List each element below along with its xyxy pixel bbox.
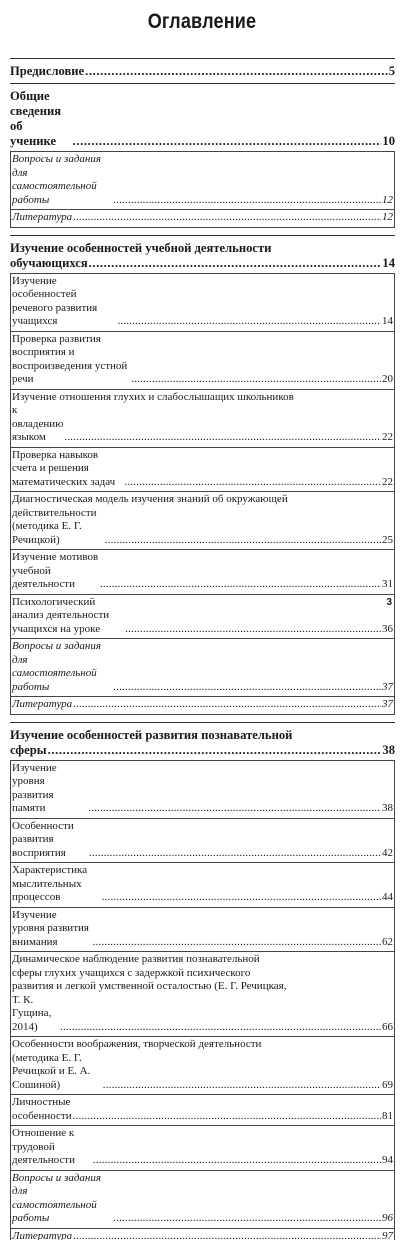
section-heading-text: Общие сведения об ученике	[10, 89, 72, 149]
toc-entry-text: Вопросы и задания для самостоятельной работы	[12, 1172, 112, 1226]
toc-entry-text: действительности (методика Е. Г. Речицкой)	[12, 507, 104, 548]
toc-entry-row	[12, 640, 393, 694]
dot-leader	[93, 936, 381, 950]
toc-entry[interactable]	[11, 448, 394, 493]
dot-leader	[88, 802, 381, 816]
toc-entry-row	[12, 762, 393, 816]
toc-entry-text: Личностные особенности	[12, 1096, 72, 1123]
toc-section-body	[10, 59, 395, 83]
toc-entry-text: к овладению языком	[12, 404, 63, 445]
subsection-list	[10, 760, 395, 1240]
toc-section-body	[10, 84, 395, 235]
toc-entry-row	[12, 404, 393, 445]
section-heading[interactable]	[10, 89, 395, 149]
toc-entry-page-number: 25	[382, 534, 393, 548]
toc-entry-page-number: 37	[382, 681, 393, 695]
toc-entry-text: Литература	[12, 698, 72, 712]
toc-entry-row	[12, 507, 393, 548]
toc-entry[interactable]	[11, 210, 394, 227]
dot-leader	[89, 256, 382, 271]
subsection-list	[10, 273, 395, 715]
section-heading-page-number: 14	[382, 256, 395, 271]
toc-section	[10, 235, 395, 722]
toc-entry-row	[12, 1230, 393, 1240]
section-heading-text: обучающихся	[10, 256, 88, 271]
subsection-list	[10, 151, 395, 228]
toc-entry-page-number: 14	[382, 315, 393, 329]
dot-leader	[105, 534, 381, 548]
page-title: Оглавление	[28, 10, 375, 34]
toc-entry-row	[12, 333, 393, 387]
section-heading[interactable]	[10, 728, 395, 758]
toc-entry-row	[12, 449, 393, 490]
toc-entry-page-number: 66	[382, 1021, 393, 1035]
toc-entry[interactable]	[11, 390, 394, 448]
dot-leader	[73, 134, 382, 149]
toc-entry[interactable]	[11, 1095, 394, 1126]
toc-entry-row	[12, 1052, 393, 1093]
toc-entry-text: Изучение отношения глухих и слабослышащих школьников	[12, 391, 393, 405]
toc-entry-text: Изучение уровня развития внимания	[12, 909, 92, 950]
section-heading-text: Изучение особенностей учебной деятельности	[10, 241, 395, 256]
dot-leader	[117, 315, 381, 329]
toc-entry[interactable]	[11, 1229, 394, 1240]
table-of-contents	[10, 58, 395, 1240]
section-heading-row	[10, 743, 395, 758]
toc-entry-text: Проверка навыков счета и решения математических задач	[12, 449, 123, 490]
section-heading-text: сферы	[10, 743, 47, 758]
toc-entry-page-number: 12	[382, 194, 393, 208]
toc-section	[10, 83, 395, 235]
toc-entry[interactable]	[11, 697, 394, 714]
section-heading[interactable]	[10, 64, 395, 79]
toc-entry-page-number: 12	[382, 211, 393, 225]
toc-entry[interactable]	[11, 595, 394, 640]
toc-entry-text: Т. К. Гущина, 2014)	[12, 994, 59, 1035]
toc-entry[interactable]	[11, 1126, 394, 1171]
toc-entry[interactable]	[11, 639, 394, 697]
toc-entry[interactable]	[11, 550, 394, 595]
dot-leader	[125, 623, 381, 637]
toc-entry-text: сферы глухих учащихся с задержкой психического	[12, 967, 393, 981]
toc-entry-page-number: 31	[382, 578, 393, 592]
toc-entry[interactable]	[11, 761, 394, 819]
section-heading-text: Изучение особенностей развития познавательной	[10, 728, 395, 743]
toc-entry-page-number: 94	[382, 1154, 393, 1168]
toc-entry-text: Вопросы и задания для самостоятельной работы	[12, 153, 112, 207]
toc-entry-text: (методика Е. Г. Речицкой и Е. А. Сошиной)	[12, 1052, 102, 1093]
dot-leader	[85, 64, 388, 79]
dot-leader	[48, 743, 382, 758]
toc-entry-text: Вопросы и задания для самостоятельной работы	[12, 640, 112, 694]
toc-entry-page-number: 20	[382, 373, 393, 387]
toc-entry-page-number: 36	[382, 623, 393, 637]
toc-entry-text: Характеристика мыслительных процессов	[12, 864, 101, 905]
toc-entry-text: Диагностическая модель изучения знаний об окружающей	[12, 493, 393, 507]
toc-entry-row	[12, 864, 393, 905]
section-heading-row	[10, 256, 395, 271]
toc-entry-row	[12, 909, 393, 950]
dot-leader	[100, 578, 381, 592]
section-heading-page-number: 38	[382, 743, 395, 758]
toc-entry-text: Изучение уровня развития памяти	[12, 762, 87, 816]
toc-entry-page-number: 62	[382, 936, 393, 950]
dot-leader	[89, 847, 381, 861]
toc-entry[interactable]	[11, 819, 394, 864]
toc-entry[interactable]	[11, 274, 394, 332]
toc-entry-page-number: 97	[382, 1230, 393, 1240]
section-heading-page-number: 5	[389, 64, 395, 79]
dot-leader	[73, 1110, 381, 1124]
toc-section	[10, 58, 395, 83]
dot-leader	[113, 681, 381, 695]
toc-entry-page-number: 38	[382, 802, 393, 816]
toc-entry-row	[12, 275, 393, 329]
toc-entry[interactable]	[11, 1171, 394, 1229]
toc-entry-text: Особенности развития восприятия	[12, 820, 88, 861]
toc-entry-page-number: 37	[382, 698, 393, 712]
dot-leader	[73, 211, 381, 225]
dot-leader	[93, 1154, 381, 1168]
page-number: 3	[386, 597, 392, 608]
toc-entry[interactable]	[11, 908, 394, 953]
dot-leader	[113, 1212, 381, 1226]
toc-entry-text: Литература	[12, 1230, 72, 1240]
toc-entry-text: Изучение особенностей речевого развития учащихся	[12, 275, 116, 329]
dot-leader	[113, 194, 381, 208]
toc-entry-page-number: 42	[382, 847, 393, 861]
dot-leader	[131, 373, 381, 387]
toc-section-body	[10, 723, 395, 1240]
toc-section-body	[10, 236, 395, 722]
toc-entry-text: Отношение к трудовой деятельности	[12, 1127, 92, 1168]
toc-entry-page-number: 22	[382, 476, 393, 490]
toc-entry[interactable]	[11, 332, 394, 390]
toc-entry[interactable]	[11, 492, 394, 550]
toc-entry-row	[12, 596, 393, 637]
toc-entry-text: Литература	[12, 211, 72, 225]
toc-entry-row	[12, 994, 393, 1035]
section-heading-row	[10, 64, 395, 79]
toc-entry-row	[12, 153, 393, 207]
toc-entry-row	[12, 211, 393, 225]
toc-entry-row	[12, 698, 393, 712]
toc-entry[interactable]	[11, 152, 394, 210]
section-heading-page-number: 10	[382, 134, 395, 149]
toc-entry-text: Изучение мотивов учебной деятельности	[12, 551, 99, 592]
toc-entry-page-number: 81	[382, 1110, 393, 1124]
toc-entry-page-number: 69	[382, 1079, 393, 1093]
toc-entry-text: Динамическое наблюдение развития познавательной	[12, 953, 393, 967]
dot-leader	[102, 891, 381, 905]
toc-section	[10, 722, 395, 1240]
toc-entry-text: развития и легкой умственной осталостью (Е. Г. Речицкая,	[12, 980, 393, 994]
toc-entry-row	[12, 1172, 393, 1226]
dot-leader	[60, 1021, 381, 1035]
section-heading-row	[10, 89, 395, 149]
toc-entry-page-number: 22	[382, 431, 393, 445]
toc-entry[interactable]	[11, 863, 394, 908]
toc-entry[interactable]	[11, 952, 394, 1037]
toc-entry-page-number: 44	[382, 891, 393, 905]
toc-entry-text: Психологический анализ деятельности учащихся на уроке	[12, 596, 124, 637]
toc-entry[interactable]	[11, 1037, 394, 1095]
dot-leader	[73, 698, 381, 712]
toc-entry-text: Проверка развития восприятия и воспроизведения устной речи	[12, 333, 130, 387]
toc-entry-row	[12, 1127, 393, 1168]
dot-leader	[124, 476, 381, 490]
dot-leader	[64, 431, 381, 445]
toc-entry-page-number: 96	[382, 1212, 393, 1226]
section-heading[interactable]	[10, 241, 395, 271]
dot-leader	[73, 1230, 381, 1240]
toc-entry-text: Особенности воображения, творческой деятельности	[12, 1038, 393, 1052]
toc-entry-row	[12, 1096, 393, 1123]
toc-entry-row	[12, 551, 393, 592]
section-heading-text: Предисловие	[10, 64, 84, 79]
toc-entry-row	[12, 820, 393, 861]
dot-leader	[103, 1079, 381, 1093]
